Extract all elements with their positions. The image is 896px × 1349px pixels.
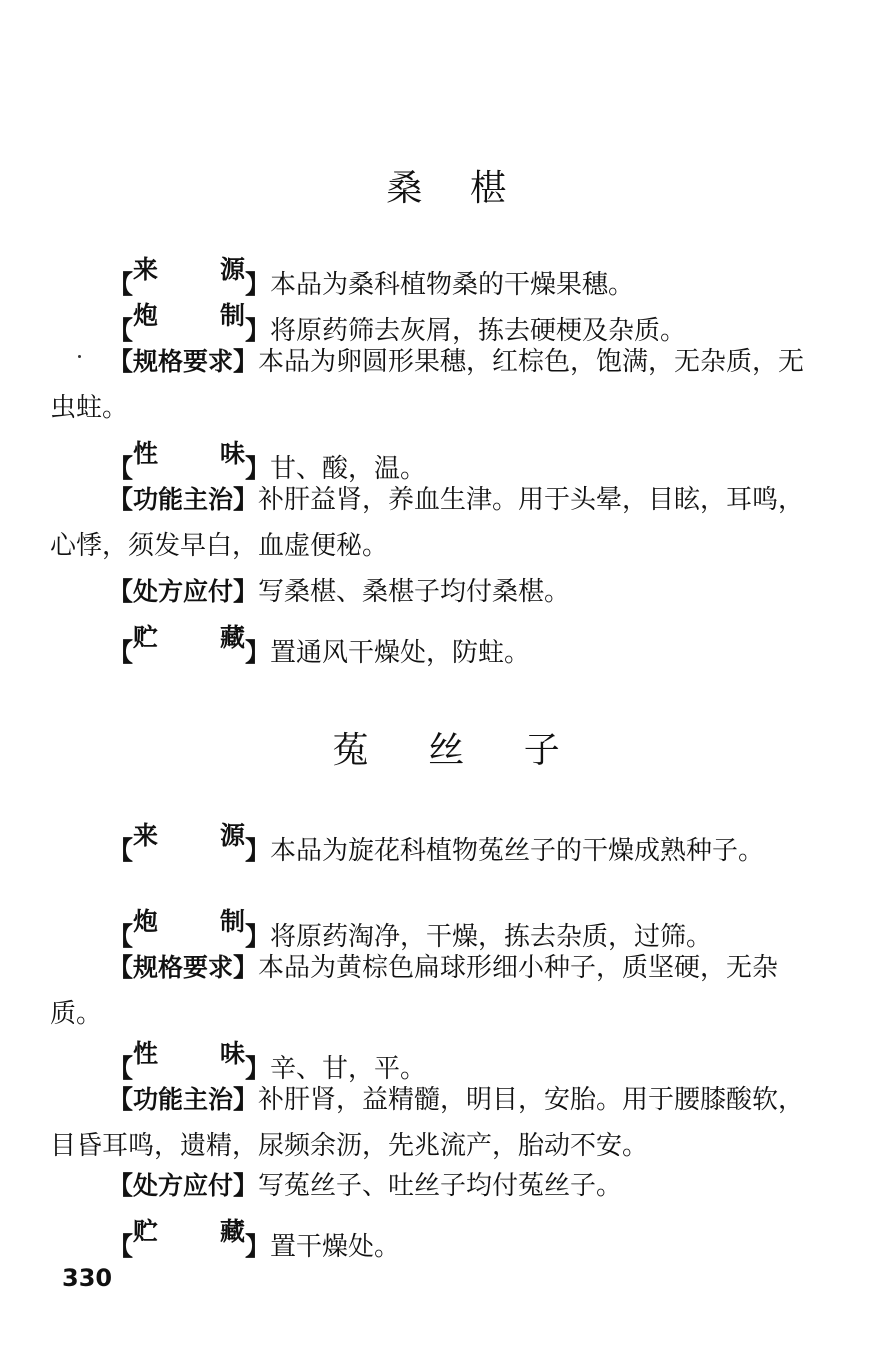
entry-storage: [50, 1209, 810, 1270]
entry-label: 【 性 味 】: [108, 439, 271, 483]
entry-label: 【 来 源 】: [108, 255, 271, 299]
entry-functions: [50, 477, 810, 569]
entry-label: 【 贮 藏 】: [108, 1217, 271, 1261]
entry-text: 本品为卵圆形果穗，红棕色，饱满，无杂质，无虫蛀。: [50, 347, 805, 423]
title-char: 丝: [428, 730, 468, 771]
entry-functions: [50, 1077, 810, 1169]
entry-label: 【 炮 制 】: [108, 907, 271, 951]
entry-text: 补肝肾，益精髓，明目，安胎。用于腰膝酸软，目昏耳鸣，遗精，尿频余沥，先兆流产，胎动不安。: [50, 1085, 805, 1161]
entry-label: 【规格要求】: [108, 347, 259, 376]
entry-specification: [50, 945, 810, 1037]
entry-text: 写桑椹、桑椹子均付桑椹。: [258, 577, 571, 607]
entry-label: 【功能主治】: [108, 485, 259, 514]
entry-text: 将原药淘净，干燥，拣去杂质，过筛。: [270, 922, 713, 952]
entry-text: 将原药筛去灰屑，拣去硬梗及杂质。: [270, 316, 687, 346]
entry-source: [50, 813, 810, 874]
entry-text: 置通风干燥处，防蛀。: [270, 638, 531, 668]
entry-specification: [50, 339, 810, 431]
page-number: 330: [62, 1264, 113, 1292]
entry-text: 补肝益肾，养血生津。用于头晕，目眩，耳鸣，心悸，须发早白，血虚便秘。: [50, 485, 805, 561]
entry-text: 置干燥处。: [270, 1232, 401, 1262]
section-title-sangshen: [0, 160, 896, 211]
title-char: 桑: [386, 168, 426, 209]
entry-prescription: [50, 569, 810, 615]
entry-label: 【规格要求】: [108, 953, 259, 982]
title-char: 子: [523, 730, 564, 771]
entry-label: 【处方应付】: [108, 577, 259, 606]
entry-prescription: [50, 1163, 810, 1209]
entry-text: 本品为桑科植物桑的干燥果穗。: [270, 270, 635, 300]
entry-text: 辛、甘，平。: [270, 1054, 427, 1084]
entry-label: 【 性 味 】: [108, 1039, 271, 1083]
title-char: 菟: [332, 730, 373, 771]
title-char: 椹: [470, 168, 510, 209]
entry-text: 写菟丝子、吐丝子均付菟丝子。: [258, 1171, 623, 1201]
entry-text: 本品为黄棕色扁球形细小种子，质坚硬，无杂质。: [50, 953, 779, 1029]
entry-text: 本品为旋花科植物菟丝子的干燥成熟种子。: [270, 836, 765, 866]
section-title-tusizi: [0, 722, 896, 773]
entry-label: 【 炮 制 】: [108, 301, 271, 345]
entry-text: 甘、酸，温。: [270, 454, 427, 484]
entry-label: 【 贮 藏 】: [108, 623, 271, 667]
entry-label: 【处方应付】: [108, 1171, 259, 1200]
entry-label: 【 来 源 】: [108, 821, 271, 865]
entry-storage: [50, 615, 810, 676]
entry-label: 【功能主治】: [108, 1085, 259, 1114]
